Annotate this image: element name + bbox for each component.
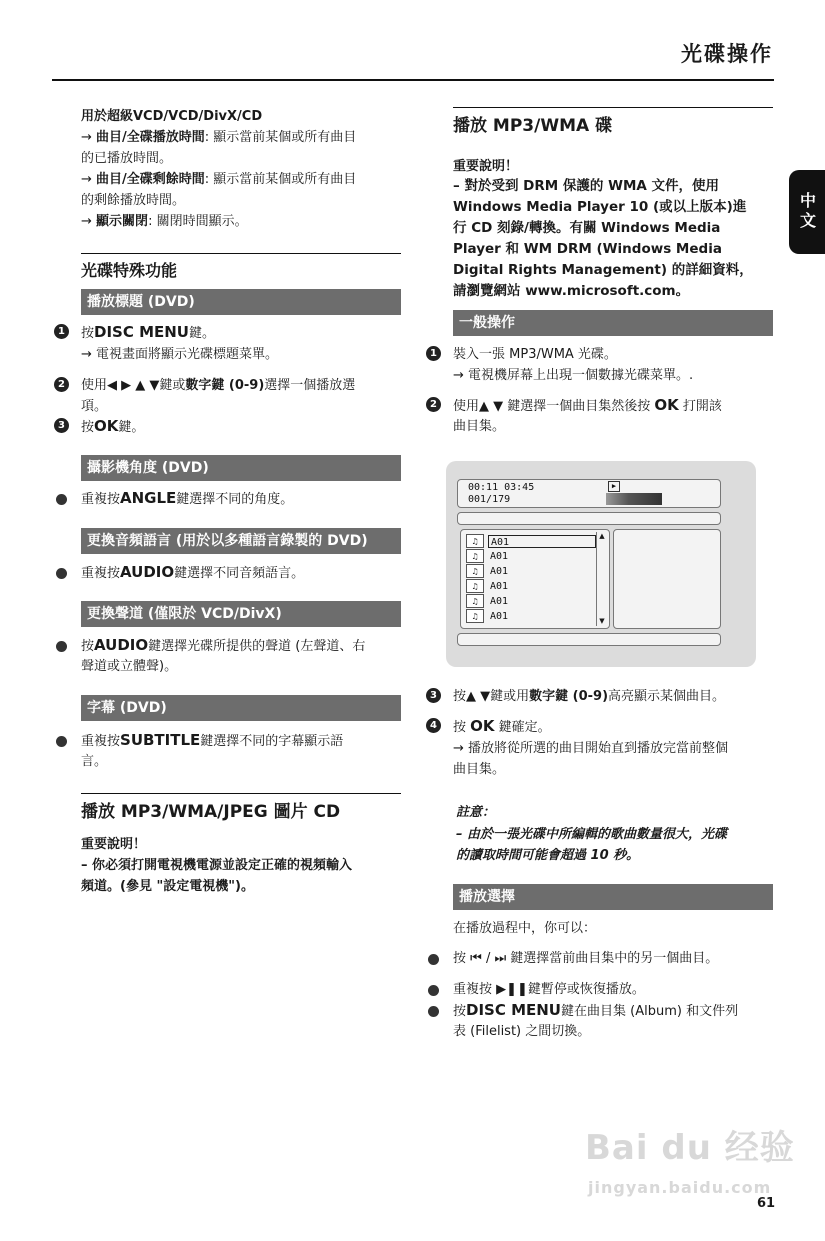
arrow-icon: → xyxy=(81,347,92,362)
selection-item-1: 按 ⏮ / ⏭ 鍵選擇當前曲目集中的另一個曲目。 xyxy=(453,951,719,966)
mp3-note-line-2: Windows Media Player 10 (或以上版本)進 xyxy=(453,199,747,215)
mp3-note-line-4: Player 和 WM DRM (Windows Media xyxy=(453,241,722,257)
mp3-section-title: 播放 MP3/WMA 碟 xyxy=(453,116,613,136)
bullet-dot xyxy=(56,494,67,505)
step-number-1: 1 xyxy=(54,324,69,339)
step-number-2: 2 xyxy=(54,377,69,392)
step-number-1: 1 xyxy=(426,346,441,361)
bullet-dot xyxy=(428,1006,439,1017)
step1-sub: → 電視畫面將顯示光碟標題菜單。 xyxy=(81,347,279,362)
mp3-note-line-6: 請瀏覽網站 www.microsoft.com。 xyxy=(453,283,690,299)
page-header-title: 光碟操作 xyxy=(681,42,773,66)
bullet-dot xyxy=(428,954,439,965)
arrow-icon: → xyxy=(81,172,92,187)
list-item[interactable]: ♫ A01 xyxy=(466,609,606,624)
file-list-panel[interactable] xyxy=(460,529,610,629)
jpeg-note-head: 重要說明！ xyxy=(81,837,147,852)
channel-cont: 聲道或立體聲)。 xyxy=(81,659,178,674)
bar-play-title: 播放標題 (DVD) xyxy=(81,289,401,315)
time-readout: 00:11 03:45 xyxy=(468,482,535,493)
bar-playback-selection: 播放選擇 xyxy=(453,884,773,910)
list-scrollbar[interactable] xyxy=(596,532,607,626)
step3: 按OK鍵。 xyxy=(81,417,145,435)
general-step3: 按▲ ▼鍵或用數字鍵 (0-9)高亮顯示某個曲目。 xyxy=(453,689,726,704)
note2-line-2: 的讀取時間可能會超過 10 秒。 xyxy=(456,848,640,863)
list-item[interactable]: ♫ A01 xyxy=(466,564,606,579)
note2-head: 註意： xyxy=(456,805,496,820)
intro-heading: 用於超級VCD/VCD/DivX/CD xyxy=(81,109,263,124)
music-file-icon: ♫ xyxy=(466,549,484,563)
selection-intro: 在播放過程中，你可以： xyxy=(453,921,597,936)
time-display-box xyxy=(457,479,721,508)
general-step1: 裝入一張 MP3/WMA 光碟。 xyxy=(453,347,617,362)
header-rule xyxy=(52,79,774,81)
jpeg-note-2: 頻道。(參見 "設定電視機")。 xyxy=(81,879,254,894)
play-icon: ▶ xyxy=(608,481,620,492)
audio-text: 重複按AUDIO鍵選擇不同音頻語言。 xyxy=(81,563,305,581)
step-number-3: 3 xyxy=(426,688,441,703)
section-rule xyxy=(453,107,773,108)
selection-item-3-cont: 表 (Filelist) 之間切換。 xyxy=(453,1024,591,1039)
arrow-icon: → xyxy=(453,368,464,383)
general-step2: 使用▲ ▼ 鍵選擇一個曲目集然後按 OK 打開該 xyxy=(453,396,722,414)
step2: 使用◀ ▶ ▲ ▼鍵或數字鍵 (0-9)選擇一個播放選 xyxy=(81,378,356,393)
bullet-dot xyxy=(428,985,439,996)
selection-item-2: 重複按 ▶❚❚鍵暫停或恢復播放。 xyxy=(453,982,645,997)
page-number: 61 xyxy=(757,1196,776,1211)
step-number-2: 2 xyxy=(426,397,441,412)
list-item[interactable]: ♫ A01 xyxy=(466,579,606,594)
mp3-note-line-5: Digital Rights Management) 的詳細資料， xyxy=(453,262,753,278)
list-item[interactable]: ♫ A01 xyxy=(466,549,606,564)
intro-item-2: → 曲目/全碟剩餘時間: 顯示當前某個或所有曲目 xyxy=(81,172,357,187)
bar-camera-angle: 攝影機角度 (DVD) xyxy=(81,455,401,481)
list-item[interactable]: ♫ A01 xyxy=(466,594,606,609)
mp3-note-head: 重要說明！ xyxy=(453,159,519,174)
general-step4: 按 OK 鍵確定。 xyxy=(453,717,551,735)
special-functions-title: 光碟特殊功能 xyxy=(81,261,178,280)
bar-audio-language: 更換音頻語言 (用於以多種語言錄製的 DVD) xyxy=(81,528,401,554)
list-item[interactable]: ♫ A01 xyxy=(466,534,606,549)
music-file-icon: ♫ xyxy=(466,609,484,623)
jpeg-note-1: – 你必須打開電視機電源並設定正確的視頻輸入 xyxy=(81,858,353,873)
general-step1-sub: → 電視機屏幕上出現一個數據光碟菜單。. xyxy=(453,368,694,383)
subtitle-cont: 言。 xyxy=(81,754,108,769)
intro-item-2-cont: 的剩餘播放時間。 xyxy=(81,193,186,208)
bullet-dot xyxy=(56,568,67,579)
selection-item-3: 按DISC MENU鍵在曲目集 (Album) 和文件列 xyxy=(453,1001,739,1019)
mp3-note-line-3: 行 CD 刻錄/轉換。有關 Windows Media xyxy=(453,220,721,236)
arrow-icon: → xyxy=(453,741,464,756)
arrow-icon: → xyxy=(81,130,92,145)
bar-subtitle: 字幕 (DVD) xyxy=(81,695,401,721)
subtitle-text: 重複按SUBTITLE鍵選擇不同的字幕顯示語 xyxy=(81,731,344,749)
general-step2-cont: 曲目集。 xyxy=(453,419,506,434)
bar-general-operation: 一般操作 xyxy=(453,310,773,336)
music-file-icon: ♫ xyxy=(466,594,484,608)
bullet-dot xyxy=(56,641,67,652)
channel-text: 按AUDIO鍵選擇光碟所提供的聲道 (左聲道、右 xyxy=(81,636,366,654)
angle-text: 重複按ANGLE鍵選擇不同的角度。 xyxy=(81,489,294,507)
music-file-icon: ♫ xyxy=(466,564,484,578)
track-readout: 001/179 xyxy=(468,494,511,505)
step2-cont: 項。 xyxy=(81,399,108,414)
general-step4-sub: → 播放將從所選的曲目開始直到播放完當前整個 xyxy=(453,741,729,756)
intro-item-1-cont: 的已播放時間。 xyxy=(81,151,173,166)
bullet-dot xyxy=(56,736,67,747)
jpeg-section-title: 播放 MP3/WMA/JPEG 圖片 CD xyxy=(81,802,341,822)
intro-item-1: → 曲目/全碟播放時間: 顯示當前某個或所有曲目 xyxy=(81,130,357,145)
step1: 按DISC MENU鍵。 xyxy=(81,323,216,341)
info-bar xyxy=(457,512,721,525)
section-rule xyxy=(81,253,401,254)
preview-panel xyxy=(613,529,721,629)
step-number-4: 4 xyxy=(426,718,441,733)
intro-item-3: → 顯示關閉: 關閉時間顯示。 xyxy=(81,214,248,229)
baidu-watermark-url: jingyan.baidu.com xyxy=(588,1178,772,1197)
music-file-icon: ♫ xyxy=(466,579,484,593)
step-number-3: 3 xyxy=(54,418,69,433)
arrow-icon: → xyxy=(81,214,92,229)
level-meter xyxy=(606,493,662,505)
scroll-down-icon[interactable]: ▼ xyxy=(599,617,605,625)
bar-channel: 更換聲道 (僅限於 VCD/DivX) xyxy=(81,601,401,627)
baidu-watermark: Bai du 经验 xyxy=(585,1128,795,1168)
section-rule xyxy=(81,793,401,794)
music-file-icon: ♫ xyxy=(466,534,484,548)
general-step4-cont: 曲目集。 xyxy=(453,762,506,777)
language-side-tab: 中文 xyxy=(789,170,825,254)
status-bar xyxy=(457,633,721,646)
scroll-up-icon[interactable]: ▲ xyxy=(599,532,605,540)
mp3-note-line-1: – 對於受到 DRM 保護的 WMA 文件，使用 xyxy=(453,178,720,194)
disc-menu-screen xyxy=(446,461,756,667)
note2-line-1: – 由於一張光碟中所編輯的歌曲數量很大，光碟 xyxy=(456,827,728,842)
